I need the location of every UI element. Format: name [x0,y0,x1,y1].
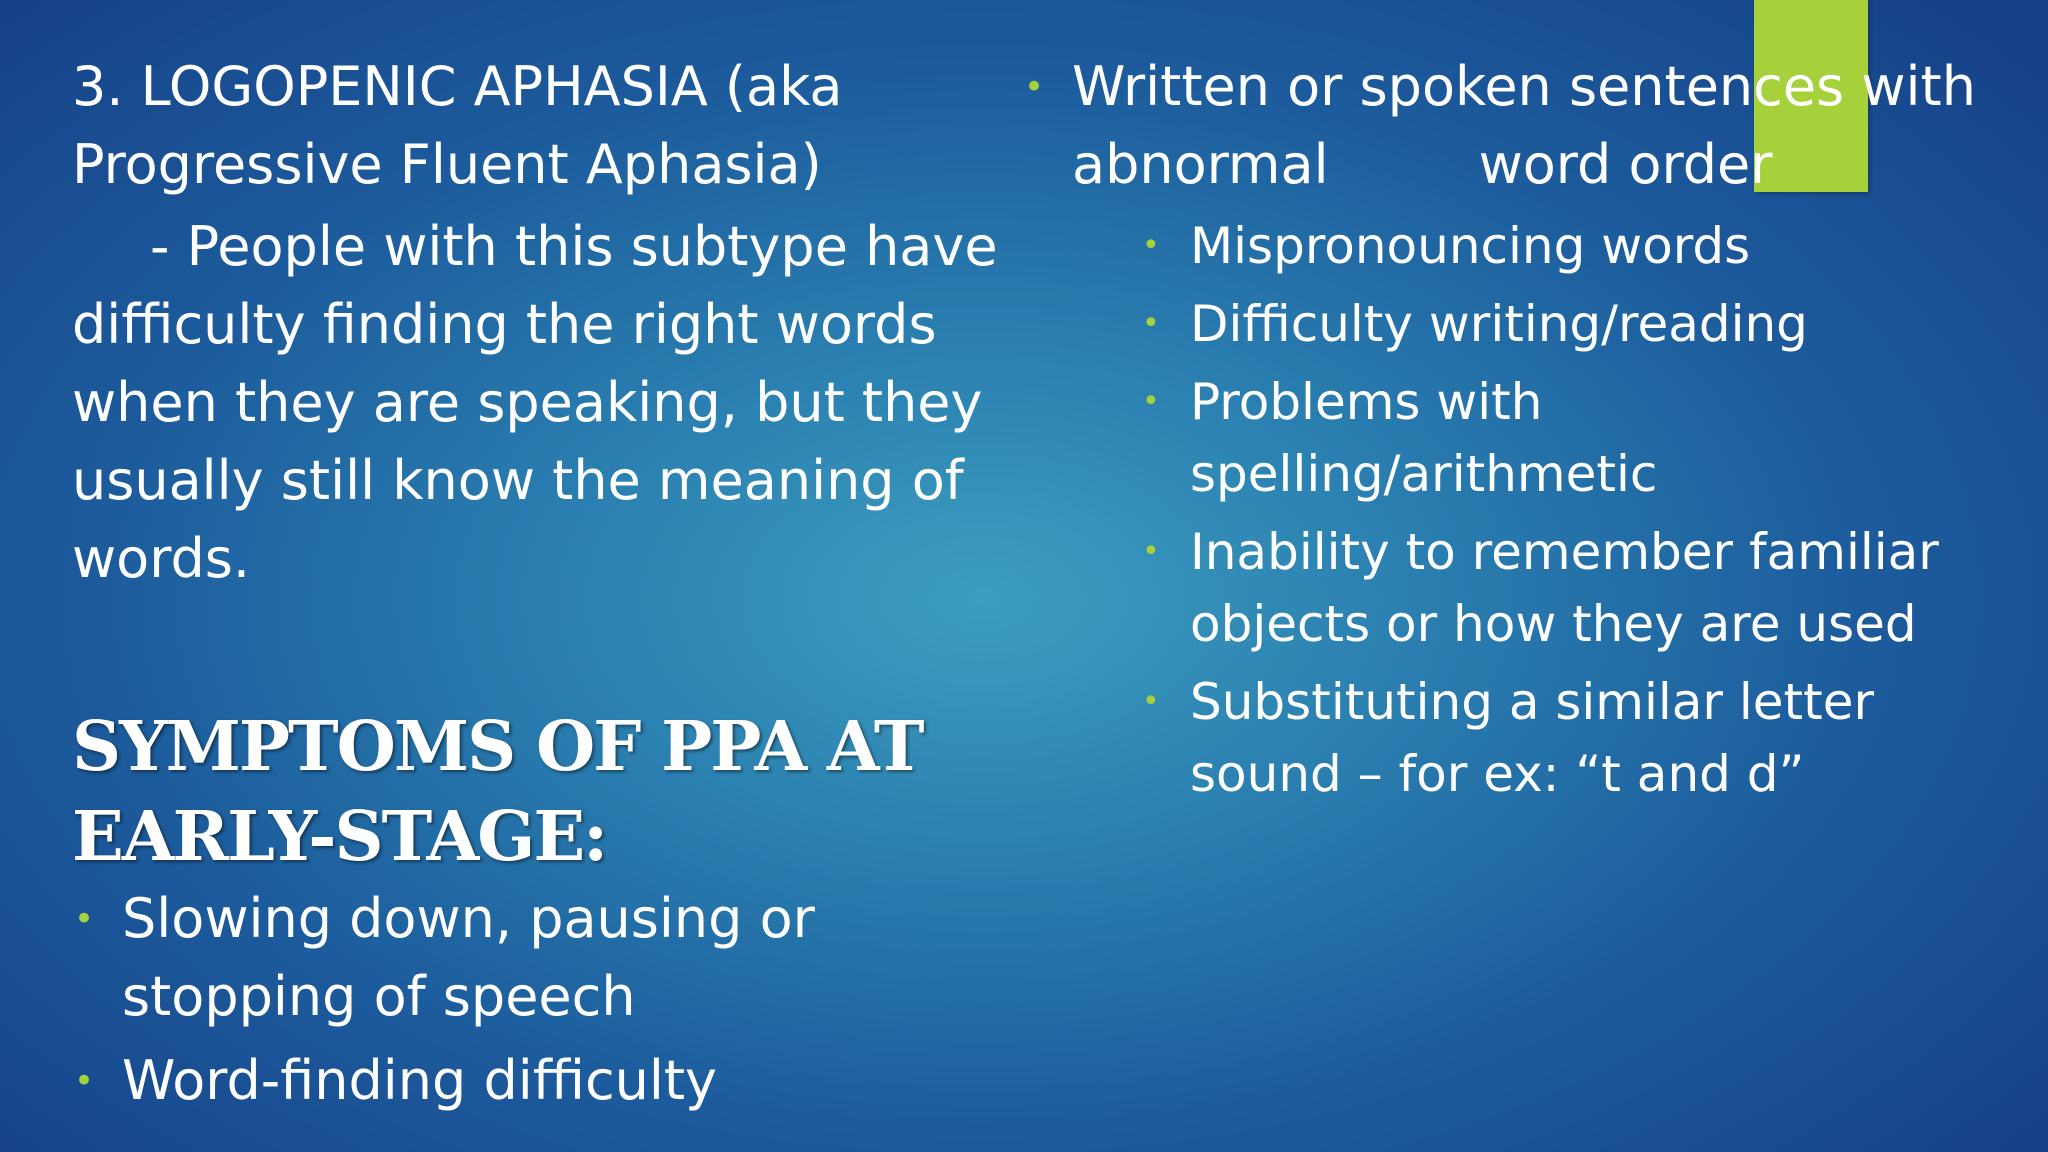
bullet-icon: • [1142,228,1160,263]
sub-list-item-text: Difficulty writing/reading [1190,295,1808,353]
right-symptom-list [1022,48,2022,810]
bullet-icon: • [1142,306,1160,341]
bullet-icon: • [1142,684,1160,719]
bullet-icon: • [1024,67,1045,107]
sub-list-item [1140,366,2022,510]
subtype-description: - People with this subtype have difficulty finding the right words when they are speaking, but they usually still know the meaning of words. [72,215,998,590]
sub-list-item [1140,210,2022,282]
bullet-icon: • [1142,534,1160,569]
bullet-icon: • [74,899,95,939]
list-item [1022,48,2022,810]
sub-list-item [1140,288,2022,360]
symptoms-heading: SYMPTOMS OF PPA AT EARLY-STAGE: [72,707,923,877]
sub-list-item [1140,666,2022,810]
sub-list-item-text: Problems with spelling/arithmetic [1190,373,1658,503]
bullet-icon: • [74,1061,95,1101]
list-item-text: Word-finding difficulty [122,1049,718,1112]
sub-list-item-text: Substituting a similar letter sound – for ex: “t and d” [1190,673,1875,803]
left-column [72,48,1012,598]
sub-list-item-text: Mispronouncing words [1190,217,1751,275]
list-item-text: Slowing down, pausing or stopping of speech [122,887,815,1028]
subtype-title: 3. LOGOPENIC APHASIA (aka Progressive Fluent Aphasia) [72,55,843,196]
list-item-text: word order [1478,133,1773,196]
sub-list-item-text: Inability to remember familiar objects or how they are used [1190,523,1939,653]
sub-list-item [1140,516,2022,660]
sub-symptom-list [1072,210,2022,810]
early-symptom-list [72,880,972,1126]
list-item [72,1042,972,1120]
bullet-icon: • [1142,384,1160,419]
list-item-text: Written or spoken sentences with abnormal [1072,55,1976,196]
list-item [72,880,972,1036]
